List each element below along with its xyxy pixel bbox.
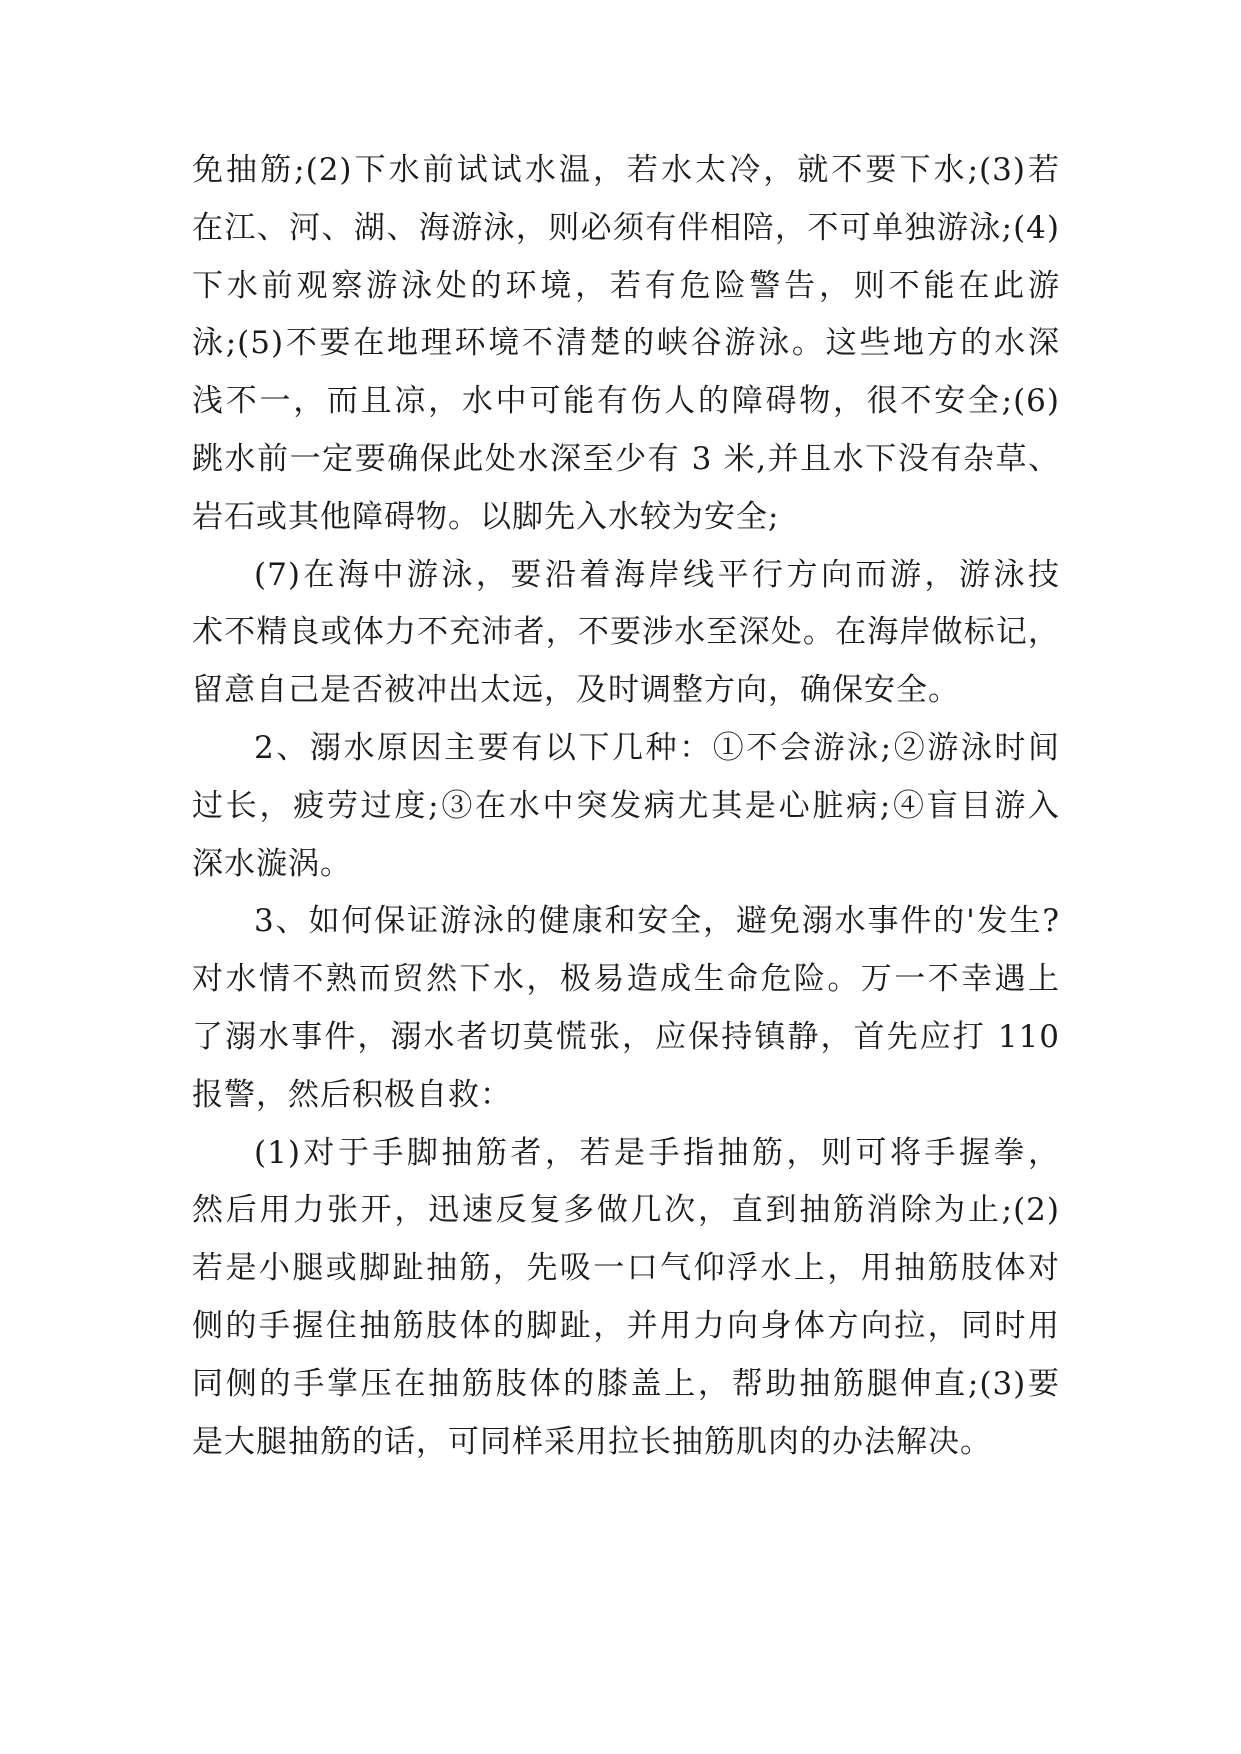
text-line: 留意自己是否被冲出太远，及时调整方向，确保安全。 xyxy=(192,672,960,709)
text-line: 免抽筋;(2)下水前试试水温，若水太冷，就不要下水;(3)若 xyxy=(192,152,1060,188)
text-line: 2、溺水原因主要有以下几种：①不会游泳;②游泳时间 xyxy=(254,729,1060,766)
text-line: 跳水前一定要确保此处水深至少有 3 米,并且水下没有杂草、 xyxy=(192,440,1060,477)
text-line: 3、如何保证游泳的健康和安全，避免溺水事件的'发生? xyxy=(254,903,1060,940)
paragraph xyxy=(192,720,1060,893)
document-body xyxy=(192,142,1060,1471)
text-line: 报警，然后积极自救： xyxy=(192,1076,512,1113)
text-line: 过长，疲劳过度;③在水中突发病尤其是心脏病;④盲目游入 xyxy=(192,787,1060,824)
text-line: 浅不一，而且凉，水中可能有伤人的障碍物，很不安全;(6) xyxy=(192,383,1060,420)
text-line: 若是小腿或脚趾抽筋，先吸一口气仰浮水上，用抽筋肢体对 xyxy=(192,1250,1060,1287)
paragraph xyxy=(192,142,1060,547)
text-line: 岩石或其他障碍物。以脚先入水较为安全; xyxy=(192,498,780,535)
text-line: 对水情不熟而贸然下水，极易造成生命危险。万一不幸遇上 xyxy=(192,961,1060,998)
text-line: 下水前观察游泳处的环境，若有危险警告，则不能在此游 xyxy=(192,267,1060,304)
text-line: 在江、河、湖、海游泳，则必须有伴相陪，不可单独游泳;(4) xyxy=(192,209,1060,246)
text-line: 同侧的手掌压在抽筋肢体的膝盖上，帮助抽筋腿伸直;(3)要 xyxy=(192,1365,1060,1402)
text-line: (1)对于手脚抽筋者，若是手指抽筋，则可将手握拳， xyxy=(254,1134,1060,1171)
text-line: 深水漩涡。 xyxy=(192,845,352,882)
text-line: 是大腿抽筋的话，可同样采用拉长抽筋肌肉的办法解决。 xyxy=(192,1423,992,1460)
text-line: 术不精良或体力不充沛者，不要涉水至深处。在海岸做标记， xyxy=(192,614,1060,651)
paragraph xyxy=(192,893,1060,1124)
paragraph xyxy=(192,1125,1060,1472)
paragraph xyxy=(192,547,1060,720)
text-line: (7)在海中游泳，要沿着海岸线平行方向而游，游泳技 xyxy=(254,556,1060,593)
text-line: 侧的手握住抽筋肢体的脚趾，并用力向身体方向拉，同时用 xyxy=(192,1307,1060,1344)
text-line: 了溺水事件，溺水者切莫慌张，应保持镇静，首先应打 110 xyxy=(192,1018,1060,1055)
text-line: 泳;(5)不要在地理环境不清楚的峡谷游泳。这些地方的水深 xyxy=(192,325,1060,362)
text-line: 然后用力张开，迅速反复多做几次，直到抽筋消除为止;(2) xyxy=(192,1192,1060,1229)
